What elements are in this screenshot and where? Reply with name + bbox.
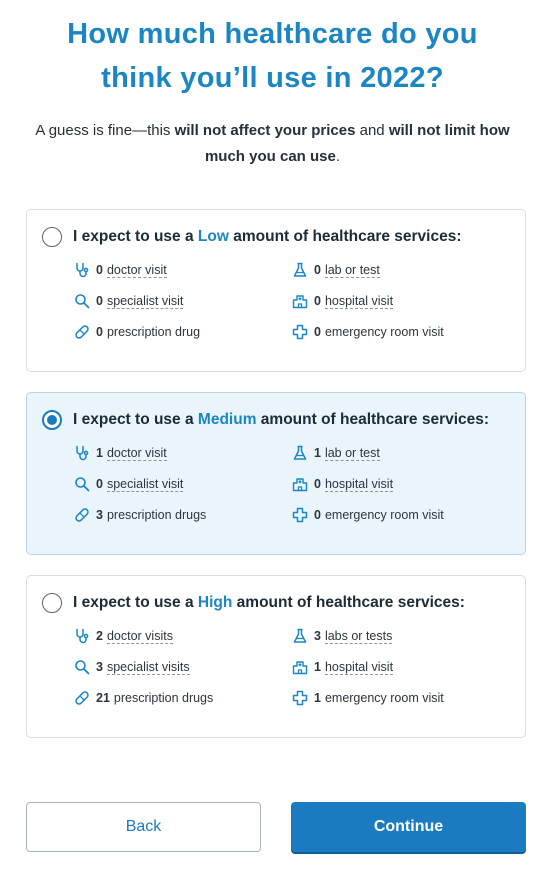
option-prefix: I expect to use a <box>73 228 198 245</box>
magnifier-icon <box>74 476 90 492</box>
service-count: 1 <box>96 446 103 460</box>
option-level: High <box>197 594 233 611</box>
service-label[interactable]: hospital visit <box>324 659 394 674</box>
subtitle-text-c: and <box>355 122 389 139</box>
service-label[interactable]: doctor visit <box>106 445 167 460</box>
service-count: 1 <box>314 660 321 674</box>
medical-cross-icon <box>292 690 308 706</box>
service-count: 0 <box>314 508 321 522</box>
service-label: prescription drugs <box>113 691 214 705</box>
service-count: 1 <box>314 446 321 460</box>
option-suffix: amount of healthcare services: <box>256 411 490 428</box>
service-count: 0 <box>96 325 103 339</box>
option-level: Medium <box>197 411 257 428</box>
option-suffix: amount of healthcare services: <box>232 594 465 611</box>
service-emergency-room <box>292 688 444 708</box>
option-level: Low <box>197 228 229 245</box>
option-prefix: I expect to use a <box>73 411 198 428</box>
medical-cross-icon <box>292 324 308 340</box>
service-count: 0 <box>96 294 103 308</box>
service-label: emergency room visit <box>324 508 444 522</box>
service-specialist-visit <box>74 657 190 677</box>
service-label: prescription drugs <box>106 508 207 522</box>
service-lab-test <box>292 443 380 463</box>
service-lab-test <box>292 260 380 280</box>
service-label[interactable]: specialist visit <box>106 476 184 491</box>
magnifier-icon <box>74 659 90 675</box>
service-hospital-visit <box>292 474 393 494</box>
option-header <box>42 592 465 614</box>
service-hospital-visit <box>292 291 393 311</box>
option-suffix: amount of healthcare services: <box>228 228 462 245</box>
hospital-icon <box>292 659 308 675</box>
hospital-icon <box>292 293 308 309</box>
service-specialist-visit <box>74 291 183 311</box>
option-card-medium[interactable] <box>26 392 526 555</box>
service-label[interactable]: hospital visit <box>324 293 394 308</box>
service-count: 0 <box>314 325 321 339</box>
stethoscope-icon <box>74 262 90 278</box>
radio-high[interactable] <box>42 593 62 613</box>
service-label[interactable]: specialist visits <box>106 659 190 674</box>
service-label[interactable]: specialist visit <box>106 293 184 308</box>
service-count: 21 <box>96 691 110 705</box>
service-label: emergency room visit <box>324 325 444 339</box>
pill-icon <box>74 507 90 523</box>
service-emergency-room <box>292 322 444 342</box>
service-prescription-drug <box>74 688 213 708</box>
service-specialist-visit <box>74 474 183 494</box>
pill-icon <box>74 324 90 340</box>
service-count: 0 <box>96 477 103 491</box>
flask-icon <box>292 445 308 461</box>
title-line-2: think you’ll use in 2022? <box>101 62 444 94</box>
service-count: 3 <box>314 629 321 643</box>
option-title <box>73 411 489 429</box>
service-label[interactable]: hospital visit <box>324 476 394 491</box>
service-prescription-drug <box>74 322 200 342</box>
service-doctor-visit <box>74 260 167 280</box>
service-lab-test <box>292 626 392 646</box>
page-subtitle <box>30 118 515 170</box>
service-label: emergency room visit <box>324 691 444 705</box>
service-count: 2 <box>96 629 103 643</box>
back-button[interactable]: Back <box>26 802 261 852</box>
service-label[interactable]: labs or tests <box>324 628 393 643</box>
page-title <box>0 12 545 100</box>
service-count: 3 <box>96 660 103 674</box>
service-emergency-room <box>292 505 444 525</box>
service-count: 0 <box>96 263 103 277</box>
service-label[interactable]: doctor visit <box>106 262 167 277</box>
service-count: 3 <box>96 508 103 522</box>
hospital-icon <box>292 476 308 492</box>
service-label[interactable]: lab or test <box>324 445 380 460</box>
service-count: 0 <box>314 263 321 277</box>
medical-cross-icon <box>292 507 308 523</box>
service-count: 0 <box>314 477 321 491</box>
option-card-high[interactable] <box>26 575 526 738</box>
stethoscope-icon <box>74 628 90 644</box>
service-label: prescription drug <box>106 325 201 339</box>
service-count: 1 <box>314 691 321 705</box>
continue-button[interactable]: Continue <box>291 802 526 852</box>
service-count: 0 <box>314 294 321 308</box>
flask-icon <box>292 262 308 278</box>
subtitle-text-a: A guess is fine—this <box>35 122 175 139</box>
option-title <box>73 594 465 612</box>
service-doctor-visit <box>74 443 167 463</box>
radio-low[interactable] <box>42 227 62 247</box>
subtitle-bold-prices: will not affect your prices <box>174 122 356 139</box>
option-header <box>42 226 462 248</box>
flask-icon <box>292 628 308 644</box>
option-header <box>42 409 489 431</box>
pill-icon <box>74 690 90 706</box>
stethoscope-icon <box>74 445 90 461</box>
service-doctor-visit <box>74 626 173 646</box>
option-card-low[interactable] <box>26 209 526 372</box>
title-line-1: How much healthcare do you <box>67 18 478 50</box>
service-prescription-drug <box>74 505 206 525</box>
option-prefix: I expect to use a <box>73 594 198 611</box>
service-label[interactable]: doctor visits <box>106 628 173 643</box>
magnifier-icon <box>74 293 90 309</box>
subtitle-text-e: . <box>335 148 341 165</box>
radio-medium[interactable] <box>42 410 62 430</box>
service-label[interactable]: lab or test <box>324 262 380 277</box>
service-hospital-visit <box>292 657 393 677</box>
subtitle-bold-limit: will not limit how much you can use <box>204 122 510 165</box>
option-title <box>73 228 462 246</box>
